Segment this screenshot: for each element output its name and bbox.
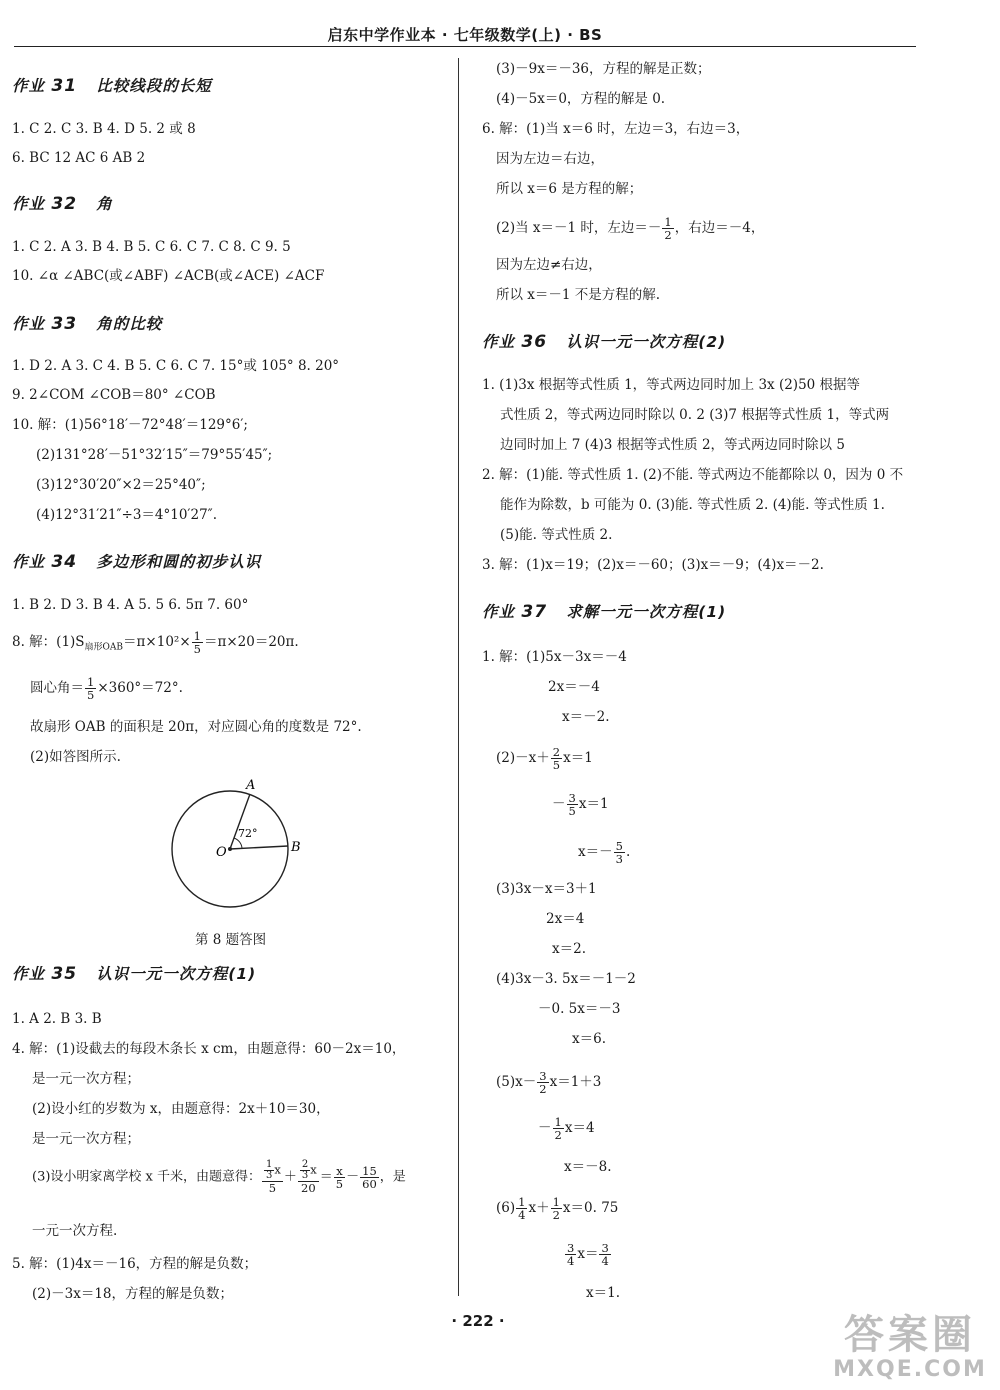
s35-answers-8: 5. 解：(1)4x＝－16，方程的解是负数； [12,1256,258,1272]
s37-eq-12: x＝6. [572,1031,606,1047]
s33-answers-3: 10. 解：(1)56°18′－72°48′＝129°6′; [12,417,248,433]
point-b-label: B [291,840,301,855]
column-divider [458,58,459,1296]
s37-eq-13: (5)x－ $\frac{3}{2}$ x＝1＋3 [496,1069,602,1096]
r-line-7: 因为左边≠右边， [496,257,602,273]
s37-eq-11: －0. 5x＝－3 [538,1001,621,1017]
s37-eq-4: (2)－x＋ $\frac{2}{5}$ x＝1 [496,745,593,772]
figure-8-circle [160,776,320,930]
s36-answers-2: 式性质 2，等式两边同时除以 0. 2 (3)7 根据等式性质 1，等式两 [500,407,890,423]
s37-eq-2: 2x＝－4 [548,679,600,695]
section-33-heading: 作业 33 角的比较 [12,314,163,334]
s37-eq-18: x＝1. [586,1285,620,1301]
watermark-logo [825,1312,995,1382]
section-31-heading: 作业 31 比较线段的长短 [12,76,212,96]
s36-answers-1: 1. (1)3x 根据等式性质 1，等式两边同时加上 3x (2)50 根据等 [482,377,861,393]
r-line-2: (4)－5x＝0，方程的解是 0. [496,91,666,107]
section-35-heading: 作业 35 认识一元一次方程(1) [12,964,257,984]
section-37-heading: 作业 37 求解一元一次方程(1) [482,602,727,622]
s34-answers-4: 故扇形 OAB 的面积是 20π，对应圆心角的度数是 72°. [30,719,362,735]
s31-answers-2: 6. BC 12 AC 6 AB 2 [12,150,146,166]
s37-eq-1: 1. 解：(1)5x－3x＝－4 [482,649,627,665]
figure-caption: 第 8 题答图 [195,932,267,948]
s35-answers-7: 一元一次方程. [32,1223,118,1239]
s37-eq-9: x＝2. [552,941,586,957]
s33-answers-2: 9. 2∠COM ∠COB＝80° ∠COB [12,387,216,403]
s35-answers-4: (2)设小红的岁数为 x，由题意得：2x＋10＝30， [32,1101,330,1117]
s33-answers-1: 1. D 2. A 3. C 4. B 5. C 6. C 7. 15°或 105° 8. 20° [12,358,340,374]
s36-answers-4: 2. 解：(1)能. 等式性质 1. (2)不能. 等式两边不能都除以 0，因为 0 不 [482,467,904,483]
s34-answers-1: 1. B 2. D 3. B 4. A 5. 5 6. 5π 7. 60° [12,597,249,613]
r-line-3: 6. 解：(1)当 x＝6 时，左边＝3，右边＝3， [482,121,750,137]
s36-answers-7: 3. 解：(1)x＝19；(2)x＝－60；(3)x＝－9；(4)x＝－2. [482,557,824,573]
watermark-top-text: 答案圈 [844,1312,976,1358]
s35-answers-9: (2)－3x＝18，方程的解是负数； [32,1286,234,1302]
s36-answers-6: (5)能. 等式性质 2. [500,527,613,543]
s37-eq-10: (4)3x－3. 5x＝－1－2 [496,971,636,987]
s34-answers-5: (2)如答图所示. [30,749,121,765]
r-line-5: 所以 x＝6 是方程的解； [496,181,643,197]
angle-label: 72° [238,827,258,840]
section-34-heading: 作业 34 多边形和圆的初步认识 [12,552,262,572]
r-line-6: (2)当 x＝－1 时，左边＝－ $\frac{1}{2}$ ，右边＝－4， [496,215,765,242]
s33-answers-5: (3)12°30′20″×2＝25°40″; [36,477,206,493]
point-o-label: O [216,845,227,860]
s37-eq-3: x＝－2. [562,709,610,725]
r-line-4: 因为左边＝右边， [496,151,604,167]
s37-eq-5: － $\frac{3}{5}$ x＝1 [552,791,609,818]
s32-answers-1: 1. C 2. A 3. B 4. B 5. C 6. C 7. C 8. C 9. 5 [12,239,291,255]
s35-answers-3: 是一元一次方程； [32,1071,140,1087]
s35-answers-5: 是一元一次方程； [32,1131,140,1147]
s37-eq-15: x＝－8. [564,1159,612,1175]
s35-answers-6: (3)设小明家离学校 x 千米，由题意得： $\frac{1}{3}$ x 5 ＋ $\frac{2}{3}$ x 20 ＝ $\frac{x}{5}$ － $\frac{15}{60}$ ，是 [32,1159,406,1195]
r-line-1: (3)－9x＝－36，方程的解是正数； [496,61,711,77]
s35-answers-2: 4. 解：(1)设截去的每段木条长 x cm，由题意得：60－2x＝10， [12,1041,406,1057]
point-a-label: A [246,778,256,793]
page-header: 启东中学作业本 · 七年级数学(上) · BS [327,26,603,44]
s37-eq-6: x＝－ $\frac{5}{3}$ . [578,839,631,866]
s37-eq-7: (3)3x－x＝3＋1 [496,881,597,897]
s34-answers-2: 8. 解：$(1)S_{扇形OAB}=\pi\times 10^2\times$ $\frac{1}{5}$ ＝π×20＝20π. [12,629,299,656]
s34-answers-3: 圆心角＝ $\frac{1}{5}$ ×360°＝72°. [30,675,183,702]
s37-eq-14: － $\frac{1}{2}$ x＝4 [538,1115,595,1142]
section-36-heading: 作业 36 认识一元一次方程(2) [482,332,727,352]
s37-eq-16: (6) $\frac{1}{4}$ x＋ $\frac{1}{2}$ x＝0. 75 [496,1195,619,1222]
s32-answers-2: 10. ∠α ∠ABC(或∠ABF) ∠ACB(或∠ACE) ∠ACF [12,268,325,284]
s35-answers-1: 1. A 2. B 3. B [12,1011,102,1027]
section-32-heading: 作业 32 角 [12,194,113,214]
page-number: · 222 · [451,1312,505,1330]
watermark-bottom-text: MXQE.COM [833,1357,987,1382]
s37-eq-17: $\frac{3}{4}$ x＝ $\frac{3}{4}$ [567,1241,609,1268]
s36-answers-5: 能作为除数，b 可能为 0. (3)能. 等式性质 2. (4)能. 等式性质 1. [500,497,885,513]
s37-eq-8: 2x＝4 [546,911,585,927]
s33-answers-4: (2)131°28′－51°32′15″＝79°55′45″; [36,447,273,463]
s33-answers-6: (4)12°31′21″÷3＝4°10′27″. [36,507,218,523]
s36-answers-3: 边同时加上 7 (4)3 根据等式性质 2，等式两边同时除以 5 [500,437,845,453]
header-rule [14,46,916,47]
s31-answers-1: 1. C 2. C 3. B 4. D 5. 2 或 8 [12,121,196,137]
r-line-8: 所以 x＝－1 不是方程的解. [496,287,661,303]
